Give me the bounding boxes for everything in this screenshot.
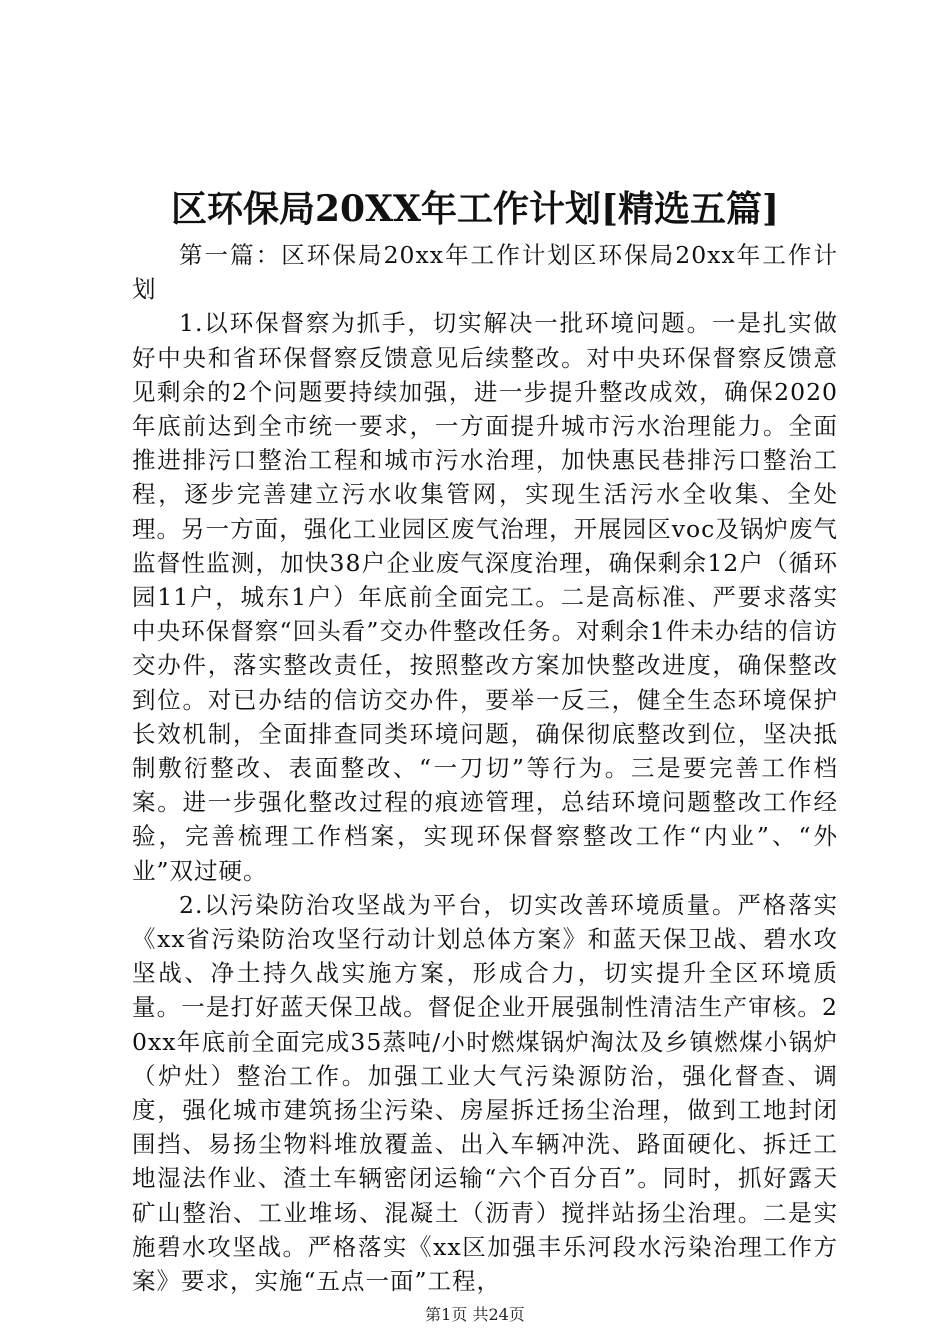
paragraph-intro: 第一篇：区环保局20xx年工作计划区环保局20xx年工作计划 <box>132 241 838 304</box>
document-title: 区环保局20XX年工作计划[精选五篇] <box>170 188 780 230</box>
paragraph-item-1: 1.以环保督察为抓手，切实解决一批环境问题。一是扎实做好中央和省环保督察反馈意见后续整改。对中央环保督察反馈意见剩余的2个问题要持续加强，进一步提升整改成效，确保2020年底前达到全市统一要求，一方面提升城市污水治理能力。全面推进排污口整治工程和城市污水治理，加快惠民巷排污口整治工程，逐步完善建立污水收集管网，实现生活污水全收集、全处理。另一方面，强化工业园区废气治理，开展园区voc及锅炉废气监督性监测，加快38户企业废气深度治理，确保剩余12户（循环园11户，城东1户）年底前全面完工。二是高标准、严要求落实中央环保督察“回头看”交办件整改任务。对剩余1件未办结的信访交办件，落实整改责任，按照整改方案加快整改进度，确保整改到位。对已办结的信访交办件，要举一反三，健全生态环境保护长效机制，全面排查同类环境问题，确保彻底整改到位，坚决抵制敷衍整改、表面整改、“一刀切”等行为。三是要完善工作档案。进一步强化整改过程的痕迹管理，总结环境问题整改工作经验，完善梳理工作档案，实现环保督察整改工作“内业”、“外业”双过硬。 <box>132 309 838 885</box>
paragraph-item-2: 2.以污染防治攻坚战为平台，切实改善环境质量。严格落实《xx省污染防治攻坚行动计划总体方案》和蓝天保卫战、碧水攻坚战、净土持久战实施方案，形成合力，切实提升全区环境质量。一是打好蓝天保卫战。督促企业开展强制性清洁生产审核。20xx年底前全面完成35蒸吨/小时燃煤锅炉淘汰及乡镇燃煤小锅炉（炉灶）整治工作。加强工业大气污染源防治，强化督查、调度，强化城市建筑扬尘污染、房屋拆迁扬尘治理，做到工地封闭围挡、易扬尘物料堆放覆盖、出入车辆冲洗、路面硬化、拆迁工地湿法作业、渣土车辆密闭运输“六个百分百”。同时，抓好露天矿山整治、工业堆场、混凝土（沥青）搅拌站扬尘治理。二是实施碧水攻坚战。严格落实《xx区加强丰乐河段水污染治理工作方案》要求，实施“五点一面”工程， <box>132 890 838 1296</box>
page-footer: 第1页 共24页 <box>425 1305 525 1324</box>
document-body <box>132 238 838 1298</box>
